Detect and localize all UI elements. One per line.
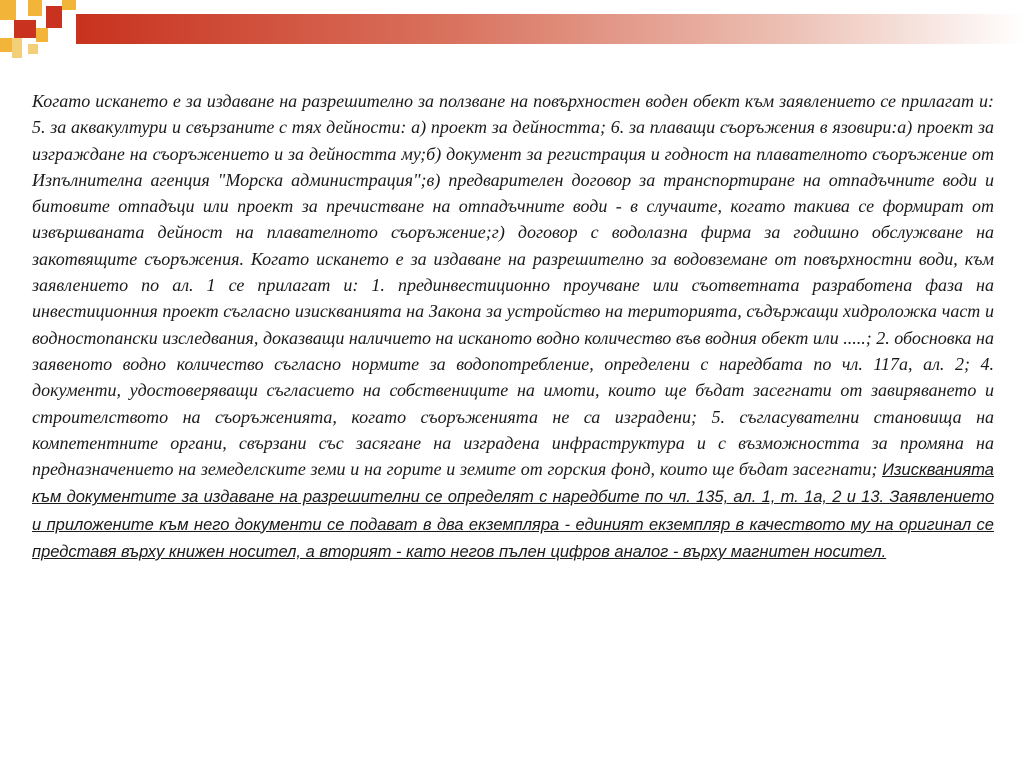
decor-square — [62, 0, 76, 10]
decor-square — [36, 28, 48, 42]
decor-square — [12, 38, 22, 58]
decor-square — [14, 20, 36, 38]
decor-square — [0, 0, 16, 20]
body-paragraph: Когато искането е за издаване на разрешително за ползване на повърхностен воден обект към заявлението се прилагат и: 5. за аквакултури и свързаните с тях дейности: а) проект за дейността; 6. за плаващи съоръжения в язовири:а) проект за изграждане на съоръжението и за дейността му;б) документ за регистрация и годност на плавателното съоръжение от Изпълнителна агенция "Морска администрация";в) предварителен договор за транспортиране на отпадъчните води и битовите отпадъци или проект за пречистване на отпадъчните води - в случаите, когато такива се формират от извършваната дейност на плавателното съоръжение;г) договор с водолазна фирма за годишно обслужване на закотвящите съоръжения. Когато искането е за издаване на разрешително за водовземане от повърхностни води, към заявлението по ал. 1 се прилагат и: 1. прединвестиционно проучване или съответната разработена фаза на инвестиционния проект съгласно изискванията на Закона за устройство на територията, съдържащи хидроложка част и водностопански изследвания, доказващи наличието на исканото водно количество във водния обект или .....; 2. обосновка на заявеното водно количество съгласно нормите за водопотребление, определени с наредбата по чл. 117а, ал. 2; 4. документи, удостоверяващи съгласието на собствениците на имоти, които ще бъдат засегнати от завиряването и строителството на съоръженията, когато съоръженията не са изградени; 5. съгласувателни становища на компетентните органи, свързани със засягане на изградена инфраструктура и с възможността за промяна на предназначението на земеделските земи и на горите и земите от горския фонд, които ще бъдат засегнати; — [32, 91, 994, 480]
decor-square — [28, 0, 42, 16]
gradient-title-bar — [76, 14, 1024, 44]
decor-square — [0, 38, 12, 52]
decor-square — [28, 44, 38, 54]
header-decoration — [0, 0, 1024, 70]
decor-square — [46, 6, 62, 28]
slide-body — [32, 88, 994, 565]
underlined-note: Изискванията към документите за издаване на разрешителни се определят с наредбите по чл. 135, ал. 1, т. 1а, 2 и 13. Заявлението и приложените към него документи се подават в два екземпляра - единият екземпляр в качеството му на оригинал се представя върху книжен носител, а вторият - като негов пълен цифров аналог - върху магнитен носител. — [32, 461, 994, 562]
